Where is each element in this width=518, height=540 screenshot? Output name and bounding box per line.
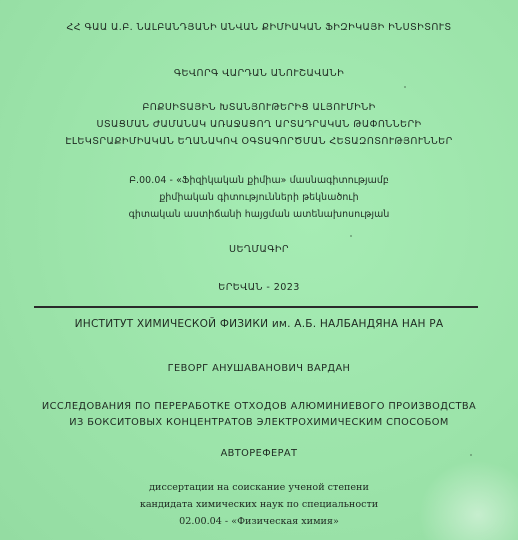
russian-title-line-1: ИССЛЕДОВАНИЯ ПО ПЕРЕРАБОТКЕ ОТХОДОВ АЛЮМИНИЕВОГО ПРОИЗВОДСТВА [41, 401, 477, 412]
armenian-abstract-label: ՍԵՂՄԱԳԻՐ [229, 244, 289, 255]
armenian-title-line-2: ՍՏԱՑՄԱՆ ԺԱՄԱՆԱԿ ԱՌԱՋԱՑՈՂ ԱՐՏԱԴՐԱԿԱՆ ԹԱՓՈՆՆԵՐԻ [96, 119, 422, 130]
armenian-specialty-line-1: Բ.00.04 - «Ֆիզիկական քիմիա» մասնագիտությամբ [129, 175, 389, 186]
armenian-author-name: ԳԵՎՈՐԳ ՎԱՐԴԱՆ ԱՆՈՒՇԱՎԱՆԻ [173, 68, 345, 79]
russian-abstract-label: АВТОРЕФЕРАТ [220, 448, 298, 459]
armenian-city-year: ԵՐԵՎԱՆ - 2023 [218, 282, 300, 293]
paper-speck [404, 86, 406, 88]
armenian-specialty-line-3: գիտական աստիճանի հայցման ատենախոսության [128, 209, 390, 220]
russian-degree-line-2: кандидата химических наук по специальности [139, 499, 379, 510]
armenian-title-line-3: ԷԼԵԿՏՐԱՔԻՄԻԱԿԱՆ ԵՂԱՆԱԿՈՎ ՕԳՏԱԳՈՐԾՄԱՆ ՀԵՏԱԶՈՏՈՒԹՅՈՒՆՆԵՐ [65, 136, 453, 147]
russian-degree-line-1: диссертации на соискание ученой степени [149, 482, 369, 493]
russian-author-name: ГЕВОРГ АНУШАВАНОВИЧ ВАРДАН [167, 363, 351, 374]
armenian-specialty-line-2: քիմիական գիտությունների թեկնածուի [159, 192, 359, 203]
armenian-title-line-1: ԲՈՔՍԻՏԱՅԻՆ ԽՏԱՆՅՈՒԹԵՐԻՑ ԱԼՅՈՒՄԻՆԻ [142, 102, 376, 113]
paper-speck [350, 235, 352, 237]
section-divider [34, 306, 478, 308]
russian-title-line-2: ИЗ БОКСИТОВЫХ КОНЦЕНТРАТОВ ЭЛЕКТРОХИМИЧЕСКИМ СПОСОБОМ [69, 417, 449, 428]
russian-degree-line-3: 02.00.04 - «Физическая химия» [179, 516, 339, 527]
armenian-institute-name: ՀՀ ԳԱԱ Ա.Բ. ՆԱԼԲԱՆԴՅԱՆԻ ԱՆՎԱՆ ՔԻՄԻԱԿԱՆ ՖԻԶԻԿԱՅԻ ԻՆՍՏԻՏՈՒՏ [66, 22, 452, 33]
russian-institute-name: ИНСТИТУТ ХИМИЧЕСКОЙ ФИЗИКИ им. А.Б. НАЛБАНДЯНА НАН РА [74, 318, 444, 330]
paper-speck [470, 454, 472, 456]
